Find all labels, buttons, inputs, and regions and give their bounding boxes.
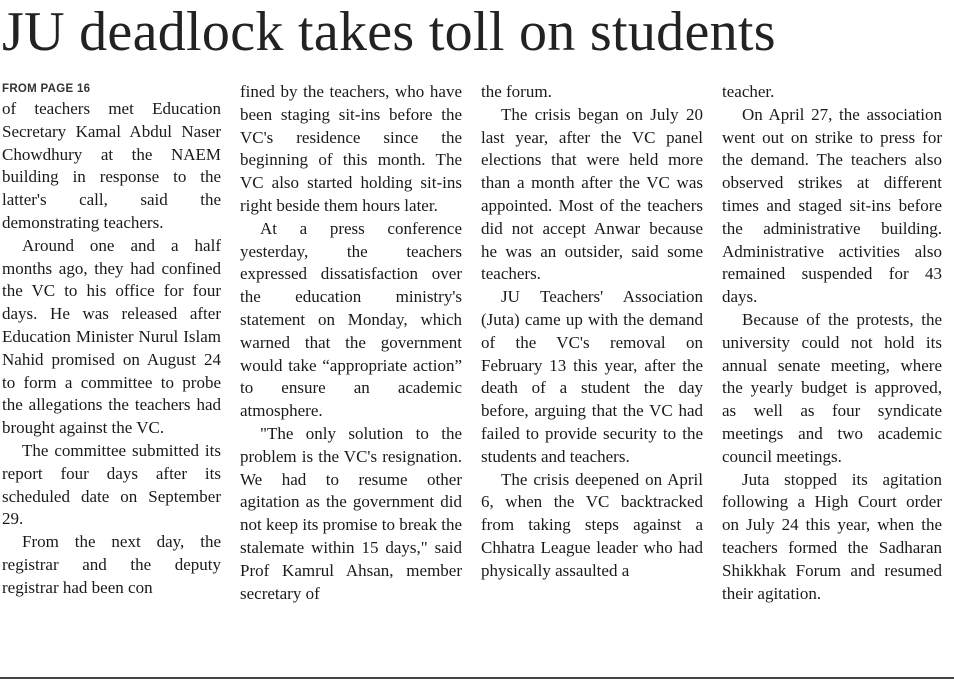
headline: JU deadlock takes toll on students <box>2 1 776 63</box>
article-column-2 <box>240 81 462 671</box>
article-paragraph: teacher. <box>722 82 775 101</box>
article-column-1 <box>2 81 221 671</box>
article-paragraph: At a press conference yesterday, the teachers expressed dissatisfaction over the education ministry's statement on Monday, which warned that the government would take “appropriate action” to ensure an academic atmosphere. <box>240 218 462 421</box>
article-column-4 <box>722 81 942 671</box>
article-paragraph: JU Teachers' Association (Juta) came up with the demand of the VC's removal on February 13 this year, after the death of a student the day before, arguing that the VC had failed to provide security to the students and teachers. <box>481 287 703 466</box>
article-paragraph: Around one and a half months ago, they had confined the VC to his office for four days. He was released after Education Minister Nurul Islam Nahid promised on August 24 to form a committee to probe the allegations the teachers had brought against the VC. <box>2 235 221 438</box>
article-paragraph: fined by the teachers, who have been staging sit-ins before the VC's residence since the beginning of this month. The VC also started holding sit-ins right beside them hours later. <box>240 82 462 215</box>
article-paragraph: The crisis deepened on April 6, when the VC backtracked from taking steps against a Chhatra League leader who had physically assaulted a <box>481 469 703 580</box>
article-paragraph: The crisis began on July 20 last year, after the VC panel elections that were held more than a month after the VC was appointed. Most of the teachers did not accept Anwar because he was an outsider, said some teachers. <box>481 104 703 284</box>
bottom-rule <box>0 677 954 679</box>
article-paragraph: Juta stopped its agitation following a High Court order on July 24 this year, when the teachers formed the Sadharan Shikkhak Forum and resumed their agitation. <box>722 469 942 603</box>
article-paragraph: On April 27, the association went out on strike to press for the demand. The teachers also observed strikes at different times and staged sit-ins before the administrative building. Administrative activities also remained suspended for 43 days. <box>722 104 942 307</box>
article-paragraph: Because of the protests, the university could not hold its annual senate meeting, where the yearly budget is approved, as well as four syndicate meetings and two academic council meetings. <box>722 309 942 466</box>
article-paragraph: The committee submitted its report four days after its scheduled date on September 29. <box>2 440 221 529</box>
article-paragraph: "The only solution to the problem is the VC's resignation. We had to resume other agitation as the government did not keep its promise to break the stalemate within 15 days," said Prof Kamrul Ahsan, member secretary of <box>240 423 462 603</box>
continued-from-label: FROM PAGE 16 <box>2 83 91 95</box>
article-paragraph: of teachers met Education Secretary Kamal Abdul Naser Chowdhury at the NAEM building in response to the latter's call, said the demonstrating teachers. <box>2 99 221 232</box>
article-column-3 <box>481 81 703 671</box>
article-paragraph: From the next day, the registrar and the deputy registrar had been con <box>2 532 221 597</box>
article-paragraph: the forum. <box>481 82 552 101</box>
